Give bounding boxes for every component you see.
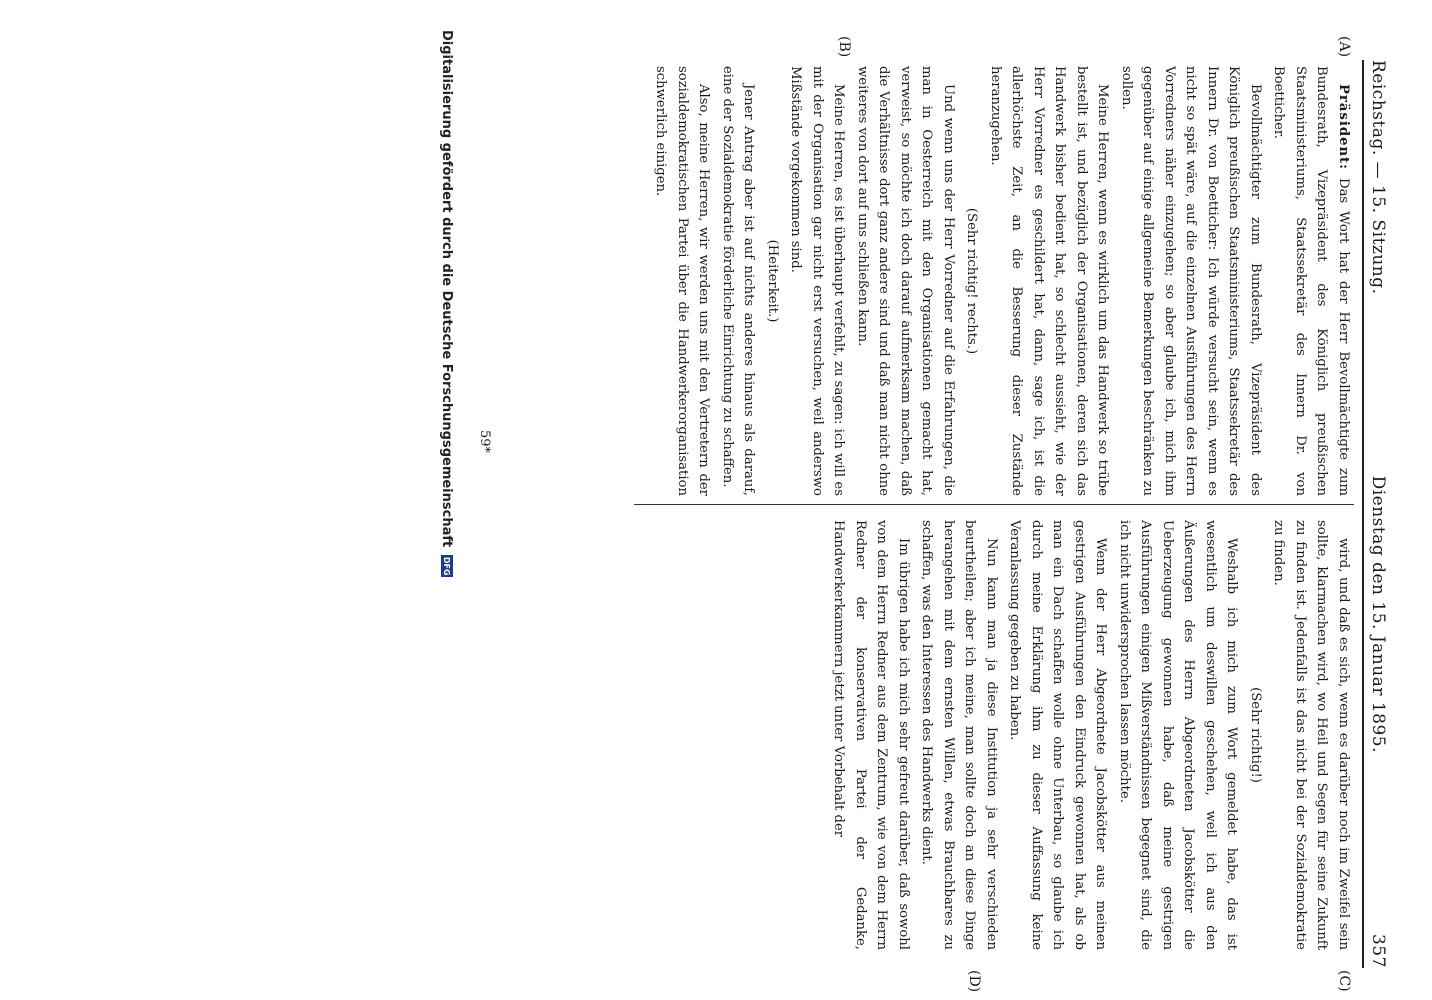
margin-marker-d: (D) — [966, 970, 982, 993]
margin-marker-b: (B) — [836, 36, 852, 58]
interjection: (Sehr richtig!) — [1248, 687, 1263, 783]
credit-text: Digitalisierung gefördert durch die Deutsche Forschungsgemeinschaft — [439, 30, 455, 548]
header-date: Dienstag den 15. Januar 1895. — [1368, 475, 1388, 754]
paragraph: Weshalb ich mich zum Wort gemeldet habe, das ist wesentlich um deswillen geschehen, weil ich aus den Äußerungen des Herrn Abgeordneten Jacobskötter die Ueberzeugung gewonnen habe, daß meine gestrigen Ausführungen einigen Mißverständnissen begegnet sind, die ich nicht unwidersprochen lassen möchte. — [1117, 520, 1240, 950]
signature-mark: 59* — [477, 430, 492, 454]
paragraph: Im übrigen habe ich mich sehr gefreut darüber, daß sowohl von dem Herrn Redner aus dem Zentrum, wie von dem Herrn Redner der konservativen Partei der Gedanke, Handwerkerkammern jetzt unter Vorbehalt der — [831, 520, 911, 950]
paragraph: wird, und daß es sich, wenn es darüber noch im Zweifel sein sollte, klarmachen wird, wo Heil und Segen für seine Zukunft zu finden ist. Jedenfalls ist das nicht bei der Sozialdemokratie zu finden. — [1271, 520, 1351, 950]
page-header — [1368, 60, 1398, 968]
margin-marker-a: (A) — [1336, 36, 1352, 58]
paragraph: Meine Herren, es ist überhaupt verfehlt, zu sagen: ich will es mit der Organisation gar nicht erst versuchen, weil anderswo Mißstände vorgekommen sind. — [788, 66, 847, 496]
paragraph: Nun kann man ja diese Institution ja sehr verschieden beurtheilen; aber ich meine, man sollte doch an diese Dinge herangehen mit dem ernsten Willen, etwas Brauchbares zu schaffen, was den Interessen des Handwerks dient. — [919, 520, 999, 950]
paragraph: Präsident: Das Wort hat der Herr Bevollmächtigte zum Bundesrath, Vizepräsident des Königlich preußischen Staatsministeriums, Staatssekretär des Innern Dr. von Boetticher. — [1271, 66, 1351, 496]
margin-marker-c: (C) — [1336, 970, 1352, 992]
header-rule — [1362, 60, 1364, 968]
column-divider — [634, 504, 1354, 505]
dfg-logo-icon: DFG — [442, 556, 452, 576]
page-number: 357 — [1368, 934, 1388, 968]
header-left: Reichstag. — 15. Sitzung. — [1368, 60, 1388, 295]
right-column — [634, 520, 1354, 950]
paragraph: Wenn der Herr Abgeordnete Jacobskötter aus meinen gestrigen Ausführungen den Eindruck gewonnen hat, als ob man ein Dach schaffen wolle ohne Unterbau, so glaube ich durch meine Erklärung ihm zu dieser Auffassung keine Veranlassung gegeben zu haben. — [1007, 520, 1109, 950]
paragraph: Bevollmächtigter zum Bundesrath, Vizepräsident des Königlich preußischen Staatsministeriums, Staatssekretär des Innern Dr. von Boetticher: Ich würde versucht sein, wenn es nicht so spät wäre, auf die einzelnen Ausführungen des Herrn Vorredners näher einzugehen; so aber glaube ich, mich ihm gegenüber auf einige allgemeine Bemerkungen beschränken zu sollen. — [1119, 66, 1263, 496]
paragraph: Und wenn uns der Herr Vorredner auf die Erfahrungen, die man in Oesterreich mit den Organisationen gemacht hat, verweist, so möchte ich doch darauf aufmerksam machen, daß die Verhältnisse dort ganz andere sind und daß man nicht ohne weiteres von dort auf uns schließen kann. — [855, 66, 956, 496]
paragraph: Jener Antrag aber ist auf nichts anderes hinaus als darauf, eine der Sozialdemokratie förderliche Einrichtung zu schaffen. — [720, 66, 757, 496]
left-column — [634, 66, 1354, 496]
interjection: (Heiterkeit.) — [765, 239, 780, 323]
interjection: (Sehr richtig! rechts.) — [964, 207, 980, 355]
paragraph: Also, meine Herren, wir werden uns mit den Vertretern der sozialdemokratischen Partei über die Handwerkerorganisation schwerlich einigen. — [653, 66, 712, 496]
speaker-label: Präsident: — [1336, 84, 1351, 171]
digitization-credit — [437, 30, 457, 577]
paragraph: Meine Herren, wenn es wirklich um das Handwerk so trübe bestellt ist, und bezüglich der Organisationen, deren sich das Handwerk bisher bedient hat, so schlecht aussieht, wie der Herr Vorredner es geschildert hat, dann, sage ich, ist die allerhöchste Zeit, an die Besserung dieser Zustände heranzugehen. — [988, 66, 1111, 496]
